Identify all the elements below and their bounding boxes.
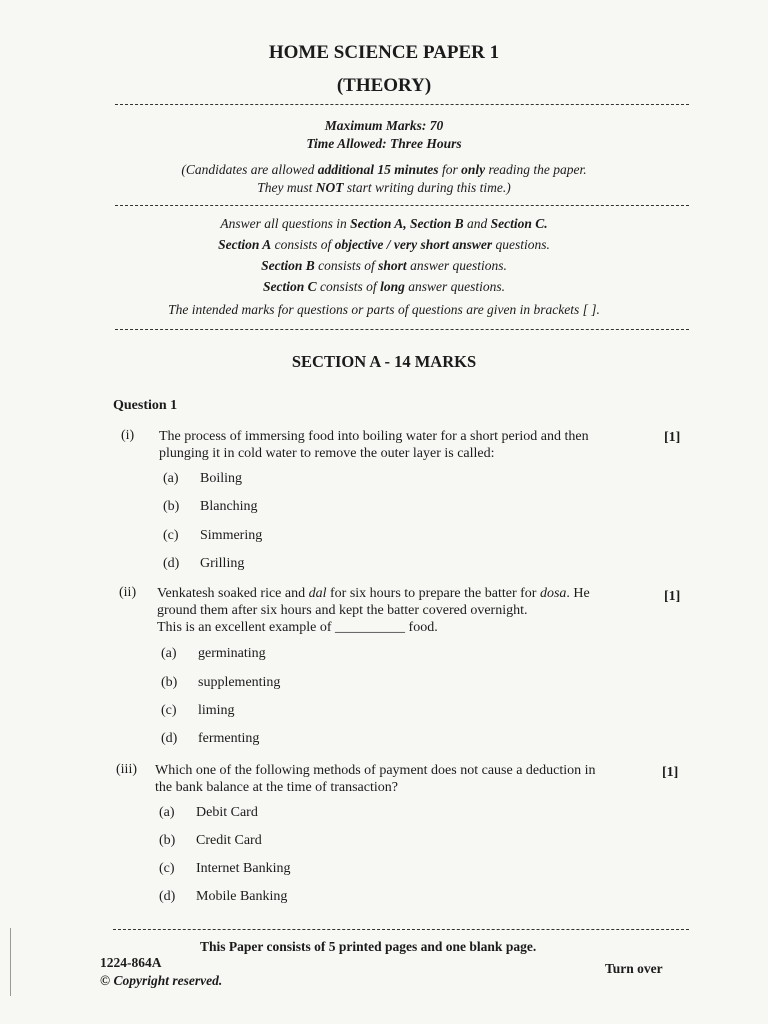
instruction-line: Section C consists of long answer questions. [263, 279, 505, 294]
option-letter: (d) [161, 731, 178, 746]
option-text: liming [198, 703, 235, 718]
option-letter: (c) [163, 528, 179, 543]
option-letter: (d) [163, 556, 180, 571]
section-heading: SECTION A - 14 MARKS [291, 352, 477, 371]
option-letter: (b) [163, 499, 180, 514]
option-text: Credit Card [196, 833, 262, 848]
option-letter: (c) [161, 703, 177, 718]
option-text: Internet Banking [196, 861, 291, 876]
option-text: germinating [198, 646, 266, 661]
option-letter: (b) [161, 675, 178, 690]
turn-over-note: Turn over [605, 961, 663, 976]
option-text: Debit Card [196, 805, 258, 820]
instruction-line: Section A consists of objective / very short answer questions. [218, 237, 550, 252]
marks-badge: [1] [662, 765, 679, 780]
marks-badge: [1] [664, 589, 681, 604]
divider [115, 104, 689, 105]
instruction-line: Section B consists of short answer questions. [261, 258, 507, 273]
option-text: supplementing [198, 675, 281, 690]
option-letter: (a) [159, 805, 175, 820]
question-label: Question 1 [113, 398, 178, 413]
option-letter: (d) [159, 889, 176, 904]
divider [115, 329, 689, 330]
time-allowed: Time Allowed: Three Hours [306, 136, 462, 151]
option-letter: (a) [163, 471, 179, 486]
option-letter: (c) [159, 861, 175, 876]
option-letter: (a) [161, 646, 177, 661]
option-text: Grilling [200, 556, 245, 571]
option-text: fermenting [198, 731, 260, 746]
paper-subtitle: (THEORY) [336, 75, 432, 96]
part-number: (i) [121, 428, 135, 443]
option-text: Boiling [200, 471, 243, 486]
max-marks: Maximum Marks: 70 [324, 118, 444, 133]
option-text: Simmering [200, 528, 263, 543]
scan-edge-line [10, 928, 11, 996]
option-text: Mobile Banking [196, 889, 288, 904]
marks-badge: [1] [664, 430, 681, 445]
option-text: Blanching [200, 499, 258, 514]
part-number: (ii) [119, 585, 137, 600]
copyright-notice: © Copyright reserved. [100, 973, 223, 988]
question-text: The process of immersing food into boiling water for a short period and then plunging it in cold water to remove the outer layer is called: [159, 429, 589, 461]
option-letter: (b) [159, 833, 176, 848]
instruction-line: The intended marks for questions or parts of questions are given in brackets [ ]. [168, 302, 600, 317]
divider [115, 205, 689, 206]
divider [113, 929, 689, 930]
reading-time-note-2: They must NOT start writing during this time.) [257, 180, 511, 195]
reading-time-note: (Candidates are allowed additional 15 minutes for only reading the paper. [181, 162, 587, 177]
instruction-line: Answer all questions in Section A, Section B and Section C. [220, 216, 548, 231]
pages-note: This Paper consists of 5 printed pages and one blank page. [200, 939, 537, 954]
paper-code: 1224-864A [100, 955, 162, 970]
question-text: Which one of the following methods of payment does not cause a deduction in the bank balance at the time of transaction? [155, 763, 596, 795]
question-text: Venkatesh soaked rice and dal for six hours to prepare the batter for dosa. He ground them after six hours and kept the batter covered overnight. This is an excellent example of __________ food. [157, 586, 590, 635]
paper-title: HOME SCIENCE PAPER 1 [268, 42, 500, 63]
part-number: (iii) [116, 762, 137, 777]
